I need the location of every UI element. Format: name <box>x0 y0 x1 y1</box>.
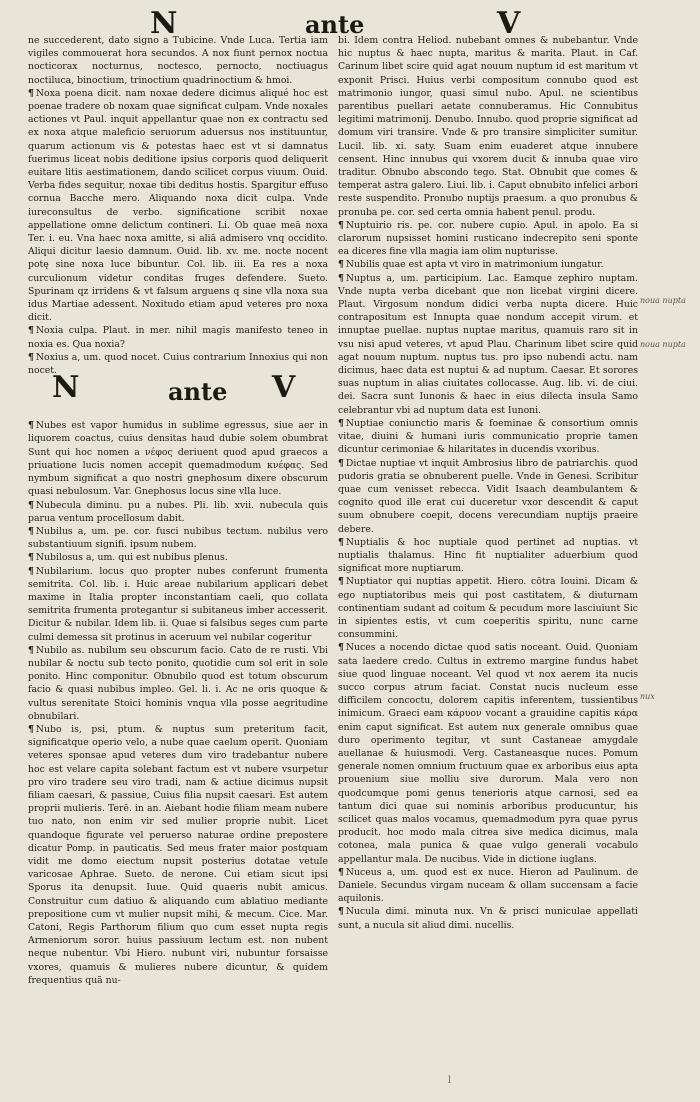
entry-paragraph <box>338 417 638 457</box>
pilcrow-icon: ¶ <box>28 499 34 511</box>
entry-paragraph <box>338 258 638 271</box>
entry-text: Nubilo as. nubilum seu obscurum facio. Cato de re rusti. Vbi nubilar & noctu sub tecto ponito, quotidie cum sol erit in sole ponito. Hinc componitur. Obnubilo quod est totum obscurum facio & quasi nubibus impleo. Gel. li. i. Ac ne oris quoque & vultus serenitate Stoici hominis vnqua vlla posse aegritudine obnubilari. <box>28 644 328 722</box>
pilcrow-icon: ¶ <box>338 259 344 271</box>
pilcrow-icon: ¶ <box>28 565 34 577</box>
entry-paragraph <box>338 34 638 219</box>
entry-paragraph <box>28 644 328 723</box>
running-head-right-letter: V <box>497 6 521 41</box>
entry-paragraph <box>338 219 638 259</box>
entry-text: Nuptus a, um. participium. Lac. Eamque zephiro nuptam. Vnde nupta verba dicebant que non licebat virgini dicere. Plaut. Virgosum nondum didici verba nupta dicere. Huic contrapositum est Innupta quae nondum accepit virum. et innuptae puellae. nuptus nuptae maritus, quamuis raro sit in vsu nisi apud veteres, vt apud Plau. Charinum libet scire quid agat nouum nuptum. nuptus tus. pro ipso nubendi actu. nam dicimus, haec data est nuptui & ad nuptum. Caesar. Et sorores suas nuptum in alias ciuitates collocasse. Aug. lib. vi. de ciui. dei. Sacra sunt Iunonis & haec in eius dilecta insula Samo celebrantur vbi ad nuptum data est Iunoni. <box>338 272 638 416</box>
entry-text: Dictae nuptiae vt inquit Ambrosius libro de patriarchis. quod pudoris gratia se obnuberent puelle. Vnde in Genesi. Scribitur quae cum venisset rebecca. Vidit Isaach deambulantem & cognito quod ille erat cui duceretur vxor descendit & caput suum obnubere coepit, docens verecundiam nuptijs praeire debere. <box>338 457 638 535</box>
pilcrow-icon: ¶ <box>338 866 344 878</box>
entry-text: Nubo is, psi, ptum. & nuptus sum preteritum facit, significatque operio velo, a nube quae caelum operit. Quoniam veteres sponsae apud veteres dum viro tradebantur nubere hoc est velare capita solebant factum est vt nubere vsurpetur pro viro tradere seu viro tradi, nam & actiue dicimus nupsit filiam caesari, & passiue, Cuius filia nupsit caesari. Est autem proprii mulieris. Terē. in an. Aiebant hodie filiam meam nubere tuo nato, non enim vir sed mulier proprie nubit. Licet quandoque figurate vel peruerso naturae ordine prepostere dicatur Pomp. in pauticatis. Sed meus frater maior postquam vidit me domo eiectum nupsit posterius dotatae vetule varicosae Aphrae. Sueto. de nerone. Cui etiam sicut ipsi Sporus ita denupsit. Iuue. Quid quaeris nubit amicus. Construitur cum datiuo & aliquando cum ablatiuo mediante prepositione cum vt mulier nupsit mihi, & mecum. Cice. Mar. Catoni, Regis Parthorum filium quo cum esset nupta regis Armeniorum soror. huius passiuum lectum est. non nubent neque nubentur. Vbi Hiero. nubunt viri, nubuntur forsaisse vxores, quamuis & mulieres nubere dicuntur, & quidem frequentius quā nu- <box>28 723 328 986</box>
pilcrow-icon: ¶ <box>338 536 344 548</box>
entry-text: Nuptiator qui nuptias appetit. Hiero. cōtra Iouini. Dicam & ego nuptiatoribus meis qui post castitatem, & diuturnam continentiam sudant ad coitum & pecudum more lasciuiunt Sic in sipientes estis, vt cum coeperitis spiritu, nunc carne consummini. <box>338 576 638 641</box>
running-head-word: ante <box>305 10 365 39</box>
pilcrow-icon: ¶ <box>338 906 344 918</box>
entry-paragraph <box>338 457 638 536</box>
entry-paragraph <box>338 536 638 576</box>
entry-text: Nubes est vapor humidus in sublime egressus, siue aer in liquorem coactus, cuius densitas haud dubie solem obumbrat Sunt qui hoc nomen a νέφος deriuent quod apud graecos a priuatione lucis nomen accepit quemadmodum κνέφας. Sed nymbum significat a quo nostri gnephosum dixere obscurum quasi nebulosum. Var. Gnephosus locus sine vlla luce. <box>28 420 328 498</box>
pilcrow-icon: ¶ <box>338 576 344 588</box>
entry-text: bi. Idem contra Heliod. nubebant omnes & nubebantur. Vnde hic nuptus & haec nupta, maritus & marita. Plaut. in Caf. Carinum libet scire quid agat nouum nuptum id est maritum vt exponit Prisci. Huius verbi compositum connubo quod est matrimonio iungor, quasi simul nubo. Apul. ne scientibus parentibus puellari aetate connuberamus. Hic Connubitus legitimi matrimonij. Denubo. Innubo. quod proprie significat ad domum viri transire. Vnde & pro transire simpliciter sumitur. Lucil. lib. xi. saty. Suam enim euaderet atque innubere censent. Hinc innubus qui vxorem ducit & innuba quae viro traditur. Obnubo abscondo tego. Stat. Obnubit que comes & temperat astra galero. Liui. lib. i. Caput obnubito infelici arbori reste suspendito. Pronubo nuptijs praesum. a quo pronubus & pronuba pe. cor. sed certa omnia habent penul. produ. <box>338 35 638 218</box>
entry-text: Nubilis quae est apta vt viro in matrimonium iungatur. <box>345 259 604 271</box>
marginal-note: nux <box>640 692 655 701</box>
entry-paragraph <box>28 87 328 325</box>
right-column <box>338 34 638 984</box>
section-head-left-letter: N <box>52 370 80 406</box>
pilcrow-icon: ¶ <box>338 417 344 429</box>
entry-text: Nuptialis & hoc nuptiale quod pertinet ad nuptias. vt nuptialis thalamus. Hinc fit nuptialiter aduerbium quod significat more nuptiarum. <box>338 536 638 575</box>
section-head <box>28 370 328 415</box>
entry-text: Nubilosus a, um. qui est nubibus plenus. <box>35 552 228 564</box>
pilcrow-icon: ¶ <box>338 457 344 469</box>
pilcrow-icon: ¶ <box>28 351 34 363</box>
pilcrow-icon: ¶ <box>338 272 344 284</box>
entry-paragraph <box>28 525 328 551</box>
entry-text: Nuptiae coniunctio maris & foeminae & consortium omnis vitae, diuini & humani iuris communicatio proprie tamen dicuntur cerimoniae & hilaritates in ducendis vxoribus. <box>338 417 638 456</box>
pilcrow-icon: ¶ <box>338 219 344 231</box>
entry-text: Noxa poena dicit. nam noxae dedere dicimus aliqué hoc est poenae tradere ob noxam quae significat culpam. Vnde noxales actiones vt Paul. inquit appellantur quae non ex contractu sed ex noxa atque maleficio seruorum aduersus nos instituuntur, quarum actionum vis & potestas haec est vt si damnatus fuerimus liceat nobis deditione ipsius corporis quod deliquerit euitare litis aestimationem, dando scilicet corpus viuum. Ouid. Verba fides sequitur, noxae tibi deditus hostis. Spargitur effuso cornua Bacche mero. Aliquando noxa dicit culpa. Vnde iureconsultus de verbo. significatione scribit noxae appellatione omne delictum contineri. Li. Ob quae meā noxa Ter. i. eu. Vna haec noxa amitte, si aliā admisero vnq occidito. Aliqui dicitur laesio damnum. Ouid. lib. xv. me. nocte nocent potę sine noxa luce bibuntur. Col. lib. iii. Ea res a noxa curculionum videtur conditas fruges defendere. Sueto. Spurinam qz irridens & vt falsum arguens q sine vlla noxa sua idus Martiae adessent. Noxitudo etiam apud veteres pro noxa dicit. <box>28 87 328 324</box>
entry-text: Nubilarium. locus quo propter nubes conferunt frumenta semitrita. Col. lib. i. Huic areae nubilarium applicari debet maxime in Italia propter inconstantiam caeli, quo collata semitrita frumenta protegantur si subitaneus imber accesserit. Dicitur & nubilar. Idem lib. ii. Quae si falsibus seges cum parte culmi demessa sit protinus in aceruum vel nubilar cogeritur <box>28 565 328 643</box>
entry-paragraph <box>28 499 328 525</box>
running-head <box>0 4 700 41</box>
entry-text: Nuces a nocendo dictae quod satis noceant. Ouid. Quoniam sata laedere credo. Cultus in extremo margine fundus habet siue quod linguae noceant. Vel quod vt nox aerem ita nucis succo corpus atrum faciat. Constat nucis nucleum esse difficilem concoctu, dolorem capitis inferentem, tussientibus inimicum. Graeci eam κάρυον vocant a grauidine capitis κάρα enim caput significat. Est autem nux generale omnibus quae duro operimento tegitur, vt sunt Castaneae amygdale auellanae & huiusmodi. Verg. Castaneasque nuces. Pomum generale nomen omnium fructuum quae ex arboribus eius apta prouenium siue molliu sive durorum. Mala vero non quodcumque pomi genus tenerioris atque carnosi, sed ea tantum dici quae sui nominis arboribus producuntur, his scilicet quas malos vocamus, quemadmodum pyra quae pyrus producit. hoc modo mala citrea sive medica dicimus, mala cotonea, mala punica & quae vulgo generali vocabulo appellantur mala. De nucibus. Vide in dictione iuglans. <box>338 642 638 865</box>
entry-text: Nubilus a, um. pe. cor. fusci nubibus tectum. nubilus vero substantiuum signifi. ipsum nubem. <box>28 525 328 551</box>
entry-paragraph <box>338 905 638 931</box>
pilcrow-icon: ¶ <box>28 87 34 99</box>
marginal-note: noua nupta <box>640 340 686 349</box>
entry-text: Nubecula diminu. pu a nubes. Pli. lib. xvii. nubecula quis parua ventum procellosum dabit. <box>28 499 328 524</box>
entry-paragraph <box>28 565 328 644</box>
section-head-word: ante <box>168 377 228 407</box>
left-column <box>28 34 328 1034</box>
pilcrow-icon: ¶ <box>28 552 34 564</box>
entry-paragraph <box>28 34 328 87</box>
pilcrow-icon: ¶ <box>28 644 34 656</box>
entry-paragraph <box>338 641 638 865</box>
pilcrow-icon: ¶ <box>28 325 34 337</box>
entry-text: Nucula dimi. minuta nux. Vn & prisci nuniculae appellati sunt, a nucula sit aliud dimi. nucellis. <box>338 906 638 931</box>
entry-text: Noxius a, um. quod nocet. Cuius contrarium Innoxius qui non nocet. <box>28 351 328 377</box>
entry-paragraph <box>28 324 328 350</box>
entry-paragraph <box>28 551 328 564</box>
footer-mark: l <box>448 1075 452 1086</box>
entry-text: Noxia culpa. Plaut. in mer. nihil magis manifesto teneo in noxia es. Qua noxia? <box>28 325 328 350</box>
entry-text: ne succederent, dato signo a Tubicine. Vnde Luca. Tertia iam vigiles commouerat hora secundos. A nox fiunt pernox noctua nocticorax nocturnus, noctesco, pernocto, noctiuagus noctiluca, binoctium, trinoctium quadrinoctium & hmoi. <box>28 35 328 86</box>
entry-text: Nuptuirio ris. pe. cor. nubere cupio. Apul. in apolo. Ea si clarorum nupsisset homini rusticano indecrepito seni sponte ea diceres fine vlla magia iam olim nupturisse. <box>338 219 638 258</box>
running-head-left-letter: N <box>150 6 178 41</box>
entry-text: Nuceus a, um. quod est ex nuce. Hieron ad Paulinum. de Daniele. Secundus virgam nuceam & ollam succensam a facie aquilonis. <box>338 866 638 905</box>
entry-paragraph <box>28 419 328 498</box>
pilcrow-icon: ¶ <box>28 723 34 735</box>
entry-paragraph <box>338 866 638 906</box>
marginal-note: noua nupta <box>640 296 686 305</box>
entry-paragraph <box>338 575 638 641</box>
entry-paragraph <box>28 723 328 987</box>
entry-paragraph <box>338 272 638 417</box>
pilcrow-icon: ¶ <box>28 420 34 432</box>
pilcrow-icon: ¶ <box>338 642 344 654</box>
section-head-right-letter: V <box>272 370 296 406</box>
pilcrow-icon: ¶ <box>28 525 34 537</box>
